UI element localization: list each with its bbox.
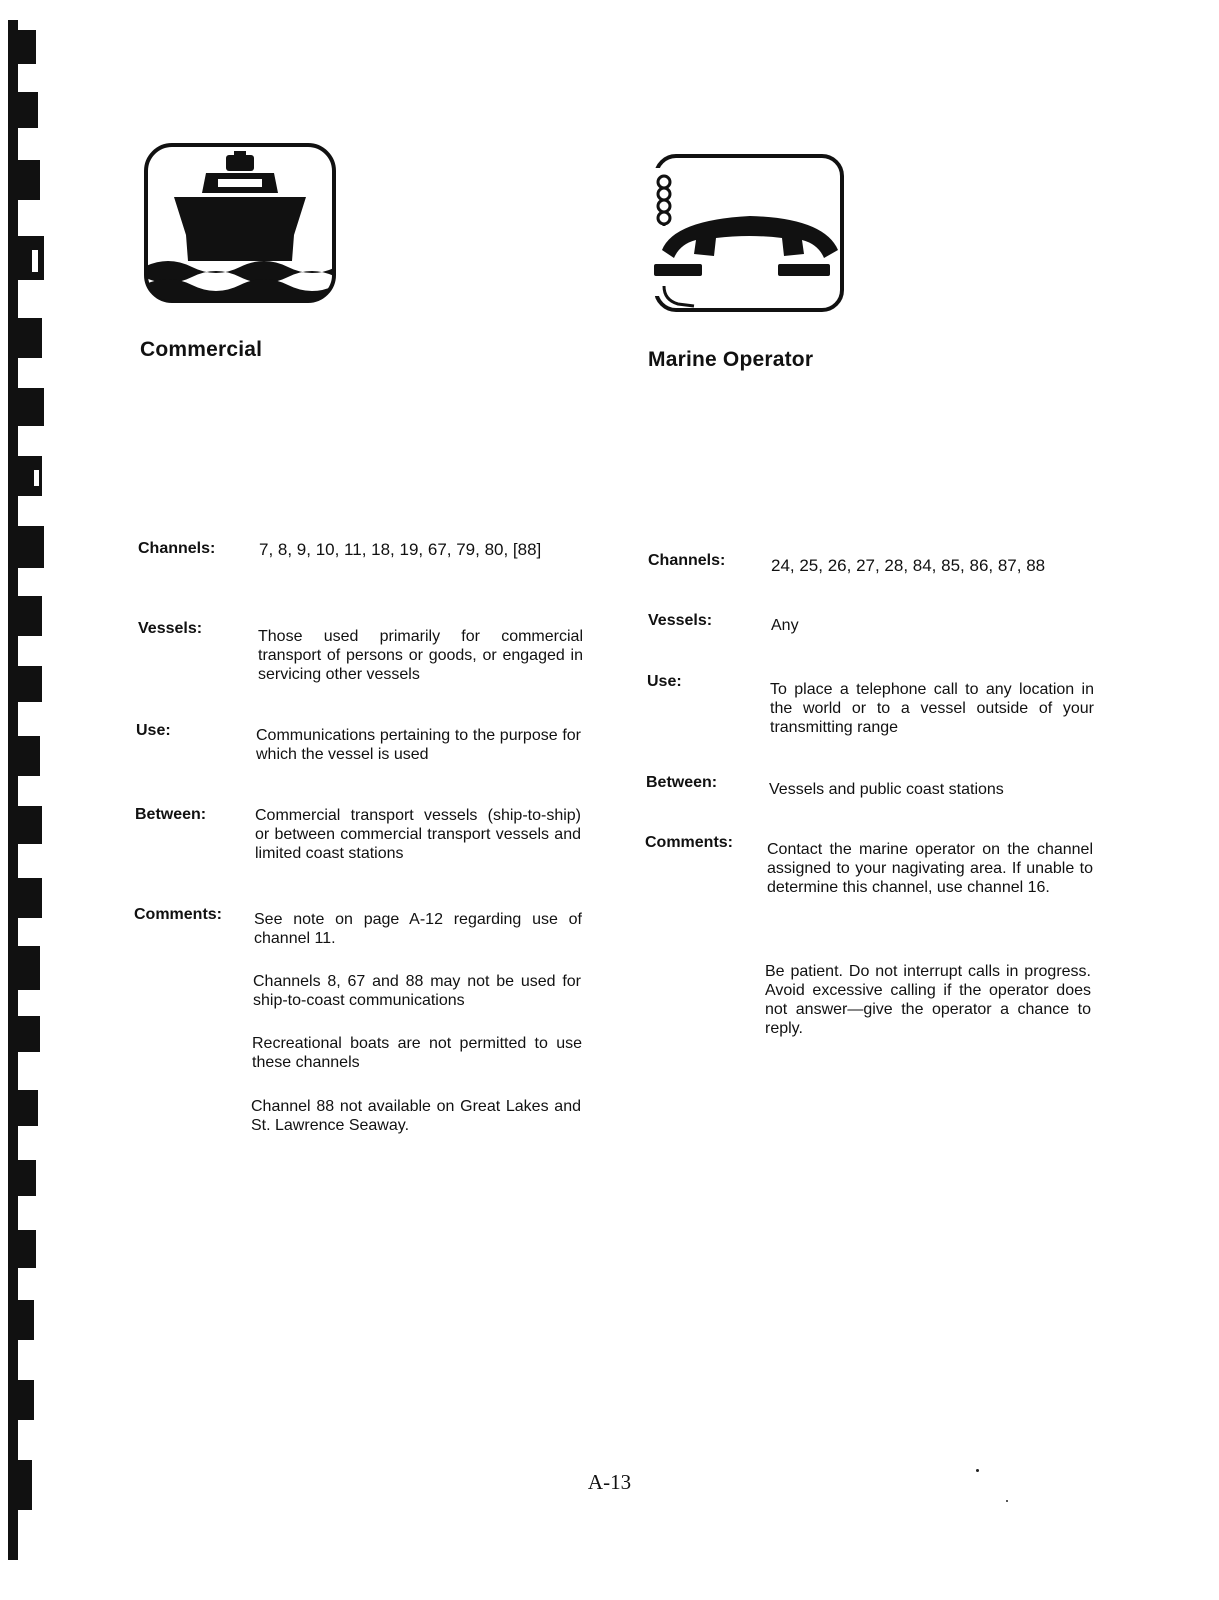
scan-speck <box>1006 1500 1008 1502</box>
vessels-value: Those used primarily for commercial transport of persons or goods, or engaged in servicing other vessels <box>258 628 583 683</box>
comment-paragraph: Channel 88 not available on Great Lakes and St. Lawrence Seaway. <box>251 1098 581 1134</box>
between-label: Between: <box>135 806 207 823</box>
use-label: Use: <box>136 722 171 739</box>
channels-label: Channels: <box>138 540 216 557</box>
use-value: To place a telephone call to any location in the world or to a vessel outside of your transmitting range <box>770 681 1094 736</box>
channels-value: 7, 8, 9, 10, 11, 18, 19, 67, 79, 80, [88] <box>259 540 542 559</box>
between-label: Between: <box>646 774 718 791</box>
telephone-icon <box>654 154 846 314</box>
comment-paragraph: See note on page A-12 regarding use of channel 11. <box>254 911 582 947</box>
page-number: A-13 <box>587 1470 632 1494</box>
use-label: Use: <box>647 673 682 690</box>
channels-value: 24, 25, 26, 27, 28, 84, 85, 86, 87, 88 <box>771 556 1046 575</box>
ship-icon <box>144 143 336 303</box>
commercial-title: Commercial <box>140 338 263 361</box>
vessels-label: Vessels: <box>648 612 713 629</box>
comment-paragraph: Be patient. Do not interrupt calls in progress. Avoid excessive calling if the operator does not answer—give the operator a chance to reply. <box>765 963 1091 1037</box>
use-value: Communications pertaining to the purpose for which the vessel is used <box>256 727 581 763</box>
vessels-label: Vessels: <box>138 620 203 637</box>
scan-speck <box>976 1469 979 1472</box>
marine-operator-title: Marine Operator <box>648 348 814 371</box>
between-value: Commercial transport vessels (ship-to-ship) or between commercial transport vessels and limited coast stations <box>255 807 581 862</box>
comment-paragraph: Channels 8, 67 and 88 may not be used for ship-to-coast communications <box>253 973 581 1009</box>
channels-label: Channels: <box>648 552 726 569</box>
spiral-binding <box>0 0 44 1600</box>
between-value: Vessels and public coast stations <box>769 781 1004 798</box>
comments-label: Comments: <box>645 834 734 851</box>
comments-label: Comments: <box>134 906 223 923</box>
comment-paragraph: Contact the marine operator on the channel assigned to your nagivating area. If unable to determine this channel, use channel 16. <box>767 841 1093 896</box>
comment-paragraph: Recreational boats are not permitted to use these channels <box>252 1035 582 1071</box>
vessels-value: Any <box>771 617 799 634</box>
